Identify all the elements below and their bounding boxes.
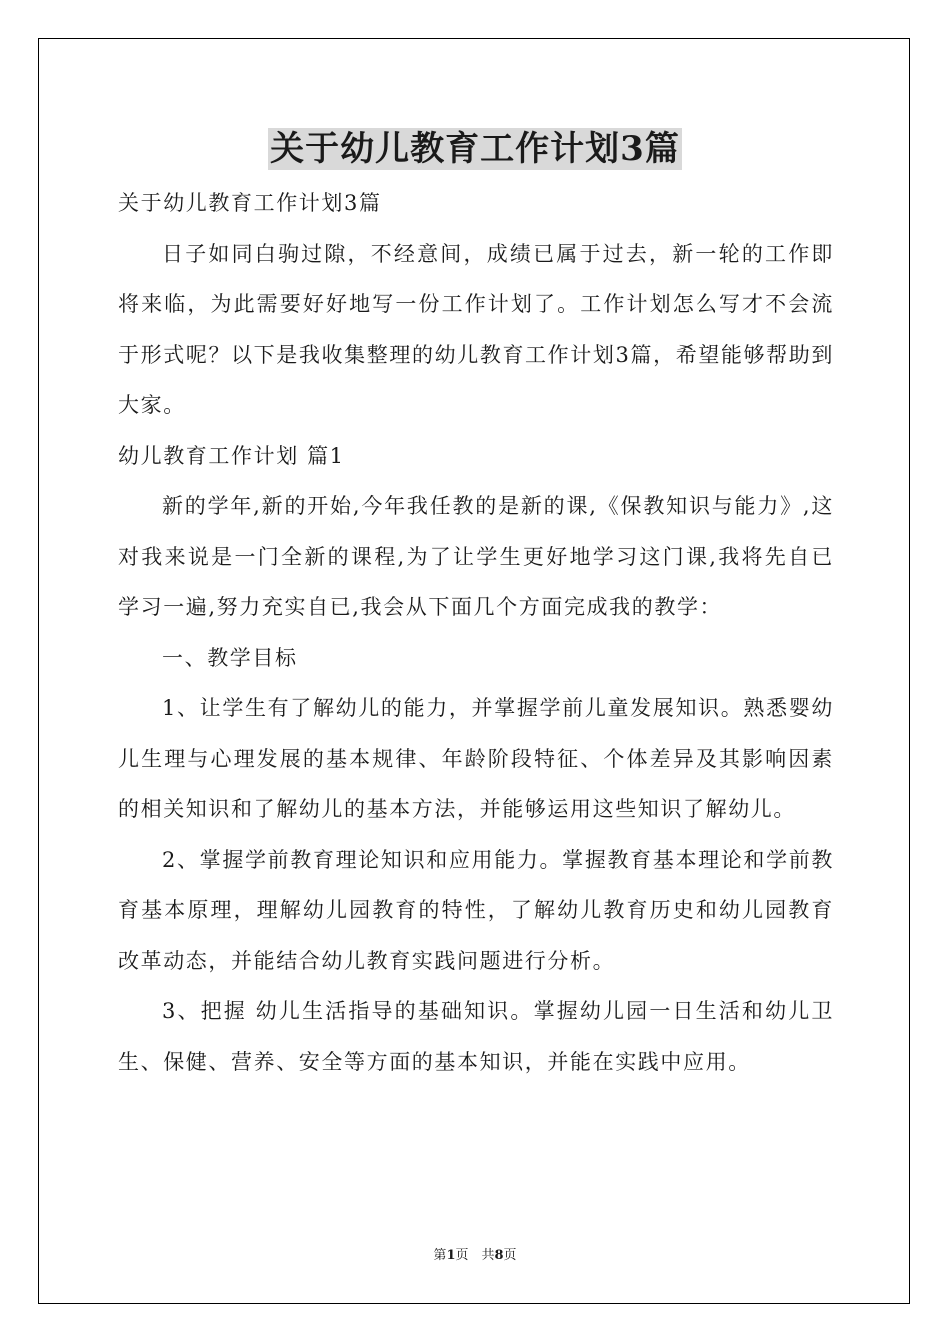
title-container [0, 128, 950, 170]
paragraph: 关于幼儿教育工作计划3篇 [118, 191, 382, 215]
paragraph: 1、让学生有了解幼儿的能力，并掌握学前儿童发展知识。熟悉婴幼儿生理与心理发展的基本规律、年龄阶段特征、个体差异及其影响因素的相关知识和了解幼儿的基本方法，并能够运用这些知识了解幼儿。 [118, 696, 834, 821]
footer-mid: 页 共 [455, 1248, 495, 1263]
paragraph: 新的学年,新的开始,今年我任教的是新的课,《保教知识与能力》,这对我来说是一门全新的课程,为了让学生更好地学习这门课,我将先自已学习一遍,努力充实自已,我会从下面几个方面完成我的教学： [118, 494, 834, 619]
paragraph: 2、掌握学前教育理论知识和应用能力。掌握教育基本理论和学前教育基本原理，理解幼儿园教育的特性，了解幼儿教育历史和幼儿园教育改革动态，并能结合幼儿教育实践问题进行分析。 [118, 847, 834, 973]
footer-suffix: 页 [503, 1248, 517, 1263]
paragraph: 3、把握 幼儿生活指导的基础知识。掌握幼儿园一日生活和幼儿卫生、保健、营养、安全等方面的基本知识，并能在实践中应用。 [118, 999, 834, 1074]
document-title: 关于幼儿教育工作计划3篇 [270, 129, 680, 169]
paragraph: 幼儿教育工作计划 篇1 [118, 443, 345, 468]
paragraph: 一、教学目标 [162, 645, 298, 670]
document-body [118, 178, 834, 1087]
footer-current-page: 1 [446, 1248, 456, 1263]
paragraph: 日子如同白驹过隙，不经意间，成绩已属于过去，新一轮的工作即将来临，为此需要好好地写一份工作计划了。工作计划怎么写才不会流于形式呢？以下是我收集整理的幼儿教育工作计划3篇，希望能够帮助到大家。 [118, 241, 834, 417]
footer-prefix: 第 [433, 1248, 447, 1263]
footer-total-pages: 8 [494, 1248, 504, 1263]
page-footer [0, 1244, 950, 1263]
